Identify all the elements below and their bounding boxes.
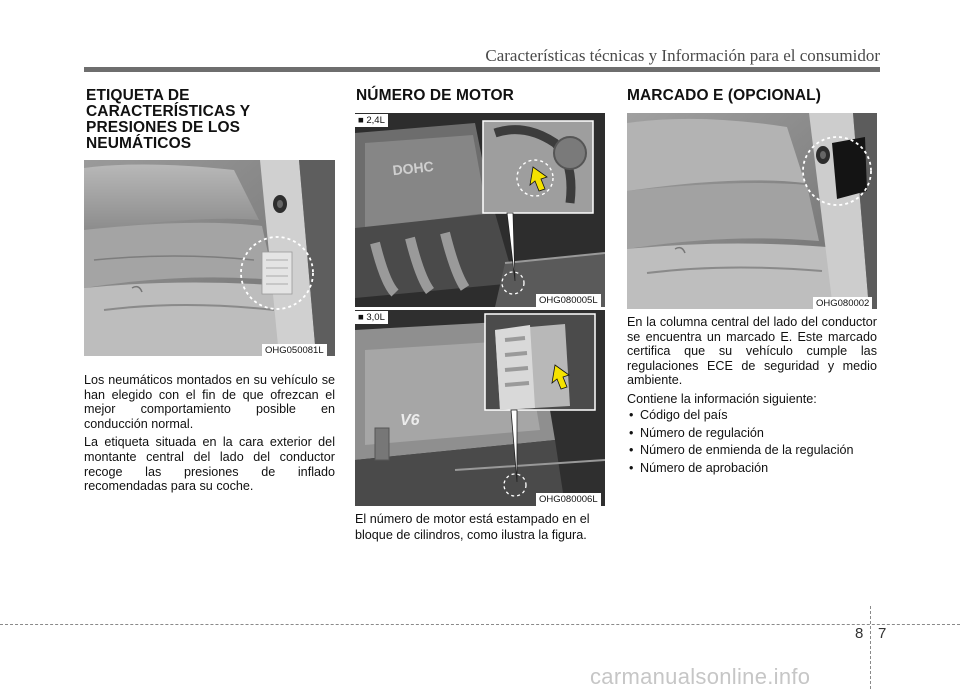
- image-code-engine-2-4l: OHG080005L: [536, 294, 601, 307]
- list-item: • Código del país: [627, 407, 879, 425]
- footer-rule: [0, 624, 960, 625]
- list-item: • Número de enmienda de la regulación: [627, 442, 879, 460]
- paragraph: Contiene la información siguiente:: [627, 391, 817, 406]
- tire-label-photo: [84, 160, 335, 356]
- watermark: carmanualsonline.info: [590, 664, 811, 689]
- header-rule: [84, 67, 880, 72]
- tire-label-heading-line: NEUMÁTICOS: [86, 135, 192, 152]
- e-mark-text: [627, 315, 877, 411]
- e-mark-heading: MARCADO E (OPCIONAL): [627, 87, 822, 104]
- paragraph: Los neumáticos montados en su vehículo se han elegido con el fin de que ofrezcan el mejor comportamiento posible en conducción normal.: [84, 373, 335, 431]
- tire-label-heading-line: PRESIONES DE LOS: [86, 119, 241, 136]
- e-mark-bullet-list: [627, 407, 879, 477]
- page-number: 7: [878, 625, 887, 642]
- engine-variant-label: ■ 2,4L: [355, 114, 388, 127]
- image-code-e-mark: OHG080002: [813, 297, 872, 310]
- engine-photo-2-4l: [355, 113, 605, 307]
- engine-number-text: El número de motor está estampado en el bloque de cilindros, como ilustra la figura.: [355, 512, 590, 542]
- list-item: • Número de aprobación: [627, 460, 879, 478]
- tire-label-heading: [86, 88, 250, 152]
- footer-divider: [870, 606, 871, 689]
- engine-photo-3-0l: [355, 310, 605, 506]
- engine-number-heading: NÚMERO DE MOTOR: [356, 87, 514, 104]
- image-code-engine-3-0l: OHG080006L: [536, 493, 601, 506]
- engine-mark-dohc: DOHC: [391, 158, 435, 179]
- paragraph: En la columna central del lado del conductor se encuentra un marcado E. Este marcado certifica que su vehículo cumple las regulaciones ECE de seguridad y medio ambiente.: [627, 315, 877, 388]
- engine-mark-v6: V6: [400, 412, 420, 429]
- paragraph: La etiqueta situada en la cara exterior del montante central del lado del conductor recoge las presiones de inflado recomendadas para su coche.: [84, 435, 335, 494]
- e-mark-photo: [627, 113, 877, 309]
- tire-label-heading-line: CARACTERÍSTICAS Y: [86, 103, 251, 120]
- list-item: • Número de regulación: [627, 425, 879, 443]
- engine-variant-label: ■ 3,0L: [355, 311, 388, 324]
- tire-label-heading-line: ETIQUETA DE: [86, 87, 190, 104]
- tire-label-text: [84, 373, 335, 498]
- image-code-tire-label: OHG050081L: [262, 344, 327, 357]
- chapter-header: Características técnicas y Información para el consumidor: [485, 46, 880, 65]
- section-number: 8: [855, 625, 864, 642]
